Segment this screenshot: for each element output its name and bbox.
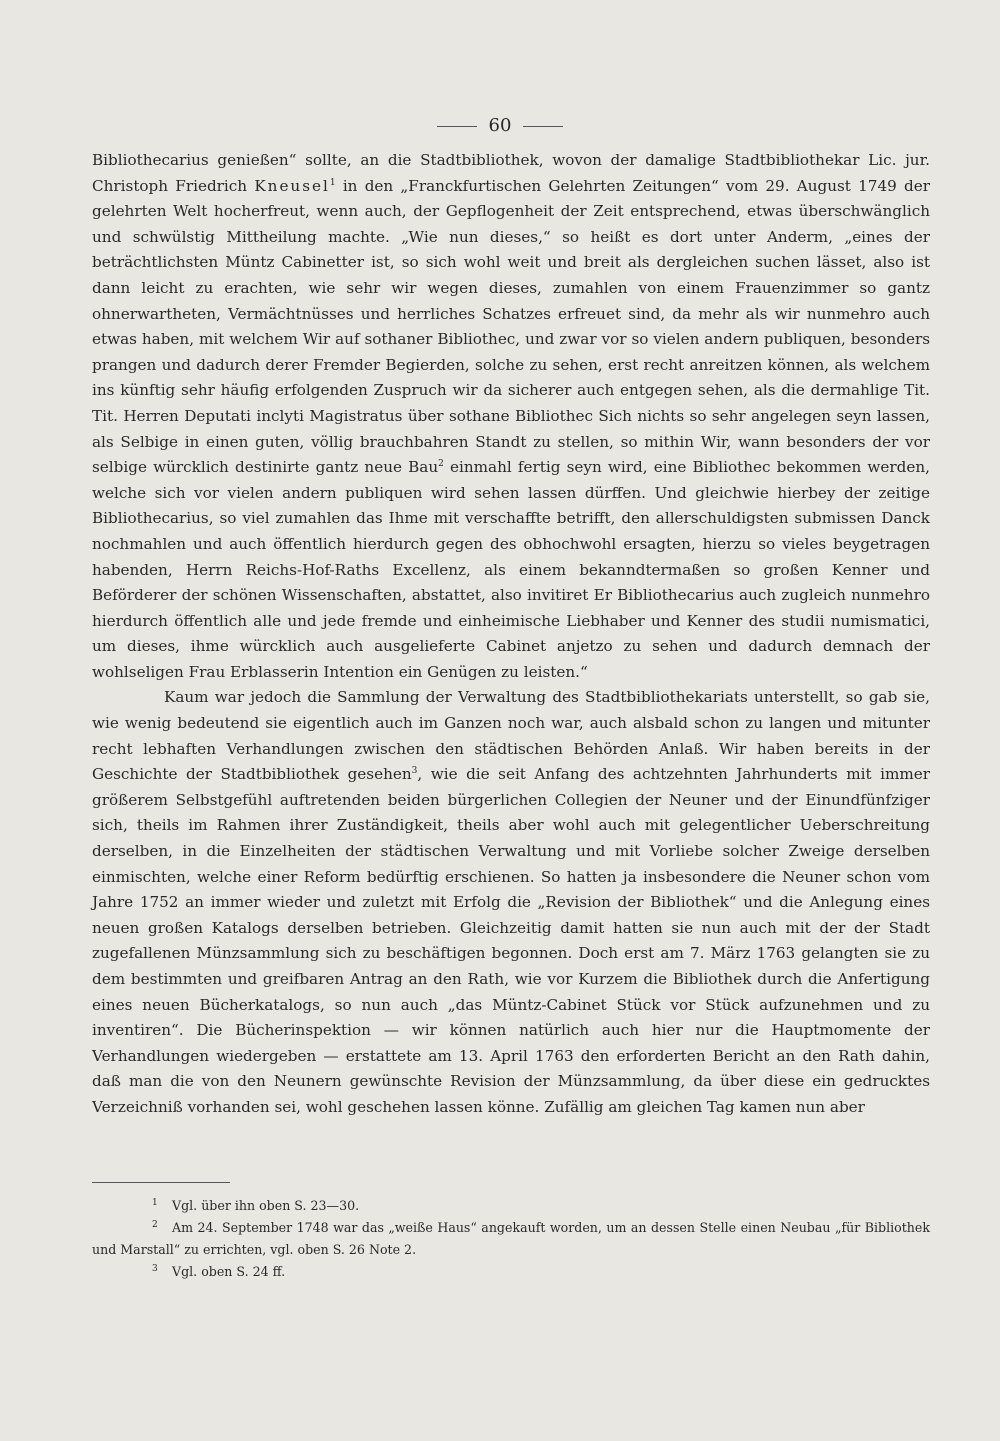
footnote-text: Am 24. September 1748 war das „weiße Haus“ angekauft worden, um an dessen Stelle einen Neubau „für Bibliothek und Marstall“ zu errichten, vgl. oben S. 26 Note 2. — [92, 1220, 930, 1257]
page-number: 60 — [488, 115, 512, 136]
body-text — [92, 148, 930, 1121]
paragraph-2 — [92, 685, 930, 1120]
footnote-ref-1: 1 — [329, 177, 336, 188]
page-header — [0, 116, 1000, 136]
footnote-2: 2 Am 24. September 1748 war das „weiße Haus“ angekauft worden, um an dessen Stelle einen Neubau „für Bibliothek und Marstall“ zu errichten, vgl. oben S. 26 Note 2. — [92, 1219, 930, 1257]
footnote-text: Vgl. über ihn oben S. 23—30. — [172, 1198, 360, 1213]
paragraph-2-part-a: Kaum war jedoch die Sammlung der Verwaltung des Stadtbibliothekariats unterstellt, so gab sie, wie wenig bedeutend sie eigentlich auch im Ganzen noch war, auch alsbald schon zu langen und mitunter recht lebhaften Verhandlungen zwischen den städtischen Behörden Anlaß. Wir haben bereits in der Geschichte der Stadtbibliothek gesehen — [92, 688, 930, 784]
footnote-1: 1 Vgl. über ihn oben S. 23—30. — [152, 1197, 360, 1213]
footnote-ref-2: 2 — [438, 459, 444, 470]
footnote-divider — [92, 1182, 230, 1183]
footnote-3: 3 Vgl. oben S. 24 ff. — [152, 1263, 286, 1279]
footnote-text: Vgl. oben S. 24 ff. — [172, 1264, 286, 1279]
paragraph-2-part-b: , wie die seit Anfang des achtzehnten Jahrhunderts mit immer größerem Selbstgefühl auftretenden beiden bürgerlichen Collegien der Neuner und der Einundfünfziger sich, theils im Rahmen ihrer Zuständigkeit, theils aber wohl auch mit gelegentlicher Ueberschreitung derselben, in die Einzelheiten der städtischen Verwaltung und mit Vorliebe solcher Zweige derselben einmischten, welche einer Reform bedürftig erschienen. So hatten ja insbesondere die Neuner schon vom Jahre 1752 an immer wieder und zuletzt mit Erfolg die „Revision der Bibliothek“ und die Anlegung eines neuen großen Katalogs derselben betrieben. Gleichzeitig damit hatten sie nun auch mit der der Stadt zugefallenen Münzsammlung sich zu beschäftigen begonnen. Doch erst am 7. März 1763 gelangten sie zu dem bestimmten und greifbaren Antrag an den Rath, wie vor Kurzem die Bibliothek durch die Anfertigung eines neuen Bücherkatalogs, so nun auch „das Müntz-Cabinet Stück vor Stück aufzunehmen und zu inventiren“. Die Bücherinspektion — wir können natürlich auch hier nur die Hauptmomente der Verhandlungen wiedergeben — erstattete am 13. April 1763 den erforderten Bericht an den Rath dahin, daß man die von den Neunern gewünschte Revision der Münzsammlung, da über diese ein gedrucktes Verzeichniß vorhanden sei, wohl geschehen lassen könne. Zufällig am gleichen Tag kamen nun aber — [92, 765, 930, 1116]
footnotes — [92, 1195, 930, 1283]
header-dash-right — [523, 126, 563, 127]
paragraph-1 — [92, 148, 930, 685]
paragraph-1-part-a: Bibliothecarius genießen“ sollte, an die Stadtbibliothek, wovon der damalige Stadtbibliothekar Lic. jur. Christoph Friedrich — [92, 151, 930, 195]
header-dash-left — [437, 126, 477, 127]
paragraph-1-part-b: in den „Franckfurtischen Gelehrten Zeitungen“ vom 29. August 1749 der gelehrten Welt hocherfreut, wenn auch, der Gepflogenheit der Zeit entsprechend, etwas überschwänglich und schwülstig Mittheilung machte. „Wie nun dieses,“ so heißt es dort unter Anderm, „eines der beträchtlichsten Müntz Cabinetter ist, so sich wohl weit und breit als dergleichen suchen lässet, also ist dann leicht zu erachten, wie sehr wir wegen dieses, zumahlen von einem Frauenzimmer so gantz ohnerwartheten, Vermächtnüsses und herrliches Schatzes erfreuet sind, da mehr als wir nunmehro auch etwas haben, mit welchem Wir auf sothaner Bibliothec, und zwar vor so vielen andern publiquen, besonders prangen und dadurch derer Fremder Begierden, solche zu sehen, erst recht anreitzen können, als welchem ins künftig sehr häufig erfolgenden Zuspruch wir da sicherer auch entgegen sehen, als die dermahlige Tit. Tit. Herren Deputati inclyti Magistratus über sothane Bibliothec Sich nichts so sehr angelegen seyn lassen, als Selbige in einen guten, völlig brauchbahren Standt zu stellen, so mithin Wir, wann besonders der vor selbige würcklich destinirte gantz neue Bau — [92, 176, 930, 477]
person-name-kneusel: Kneusel — [254, 176, 330, 195]
footnote-ref-3: 3 — [411, 766, 418, 777]
paragraph-1-part-c: einmahl fertig seyn wird, eine Bibliothec bekommen werden, welche sich vor vielen andern publiquen wird sehen lassen dürffen. Und gleichwie hierbey der zeitige Bibliothecarius, so viel zumahlen das Ihme mit verschaffte betrifft, den allerschuldigsten submissen Danck nochmahlen und auch öffentlich hierdurch gegen des obhochwohl ersagten, hierzu so vieles beygetragen habenden, Herrn Reichs-Hof-Raths Excellenz, als einem bekanndtermaßen so großen Kenner und Beförderer der schönen Wissenschaften, abstattet, also invitiret Er Bibliothecarius auch zugleich nunmehro hierdurch öffentlich alle und jede fremde und einheimische Liebhaber und Kenner des studii numismatici, um dieses, ihme würcklich auch ausgelieferte Cabinet anjetzo zu sehen und dadurch demnach der wohlseligen Frau Erblasserin Intention ein Genügen zu leisten.“ — [92, 458, 930, 681]
